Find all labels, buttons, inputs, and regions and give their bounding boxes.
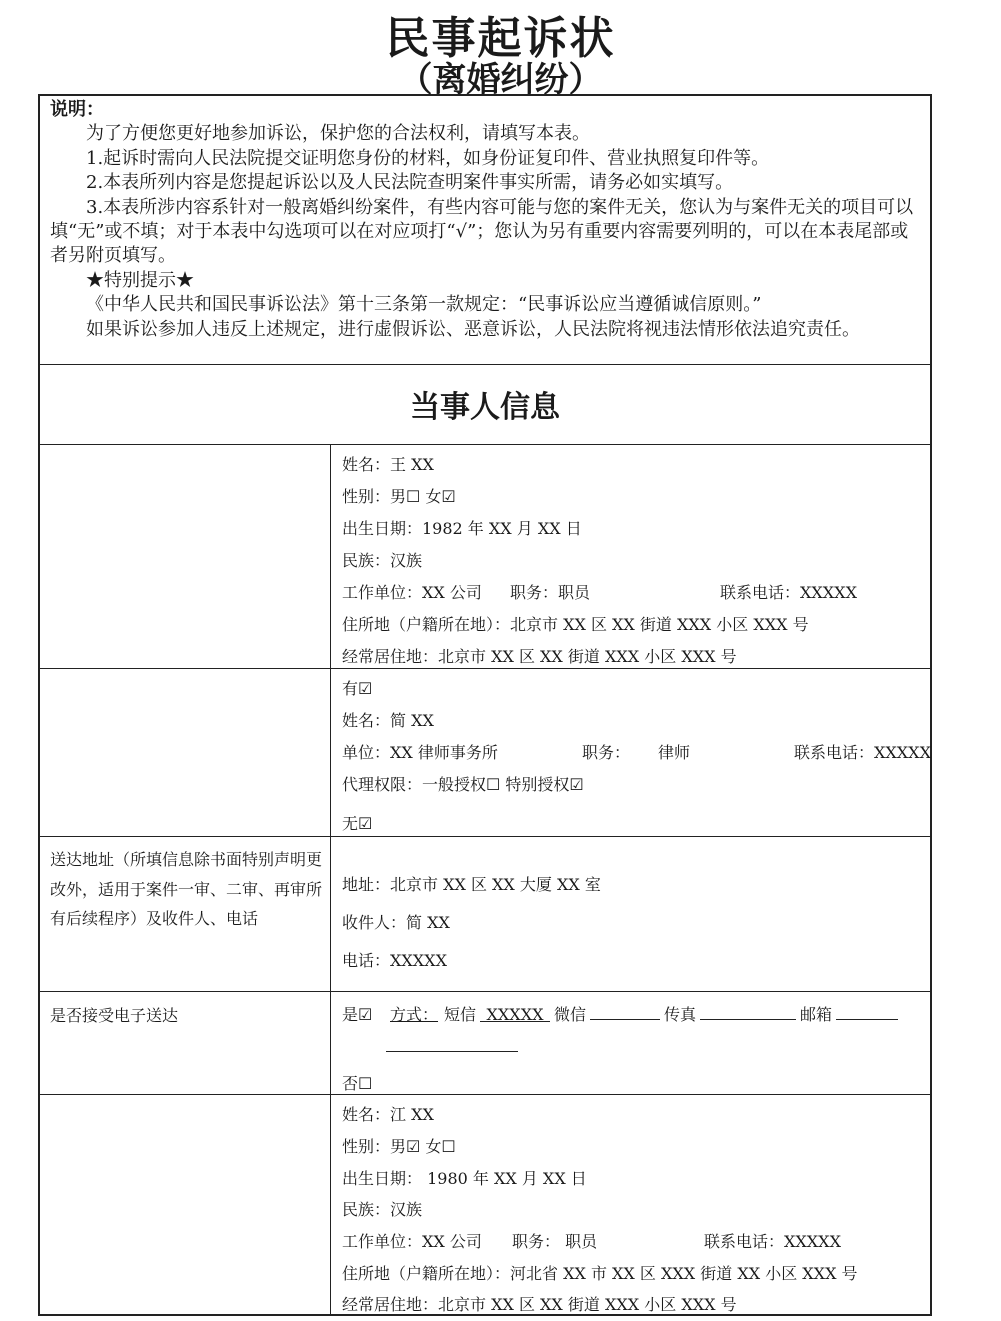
plaintiff-ethnicity: 民族：汉族: [342, 551, 423, 570]
defendant-employment: [342, 1229, 841, 1252]
agent-unit: 单位：XX 律师事务所: [342, 743, 498, 762]
column-divider: [330, 444, 331, 1316]
divider: [38, 991, 932, 992]
instruction-line: 3.本表所涉内容系针对一般离婚纠纷案件，有些内容可能与您的案件无关，您认为与案件无关的项目可以填“无”或不填；对于本表中勾选项可以在对应项打“√”；您认为另有重要内容需要列明的，可以在本表尾部或者另附页填写。: [50, 196, 914, 267]
fax-label: 传真: [664, 1005, 697, 1024]
agent-phone: 联系电话：XXXXX: [794, 743, 931, 762]
defendant-residence: 住所地（户籍所在地）：河北省 XX 市 XX 区 XXX 街道 XX 小区 XXX 号: [342, 1264, 858, 1283]
plaintiff-birth: 出生日期：1982 年 XX 月 XX 日: [342, 519, 582, 538]
divider: [38, 1094, 932, 1095]
plaintiff-residence: 住所地（户籍所在地）：北京市 XX 区 XX 街道 XXX 小区 XXX 号: [342, 615, 809, 634]
instruction-line: 如果诉讼参加人违反上述规定，进行虚假诉讼、恶意诉讼，人民法院将视违法情形依法追究责任。: [86, 318, 860, 340]
instructions: [50, 98, 926, 342]
wechat-field[interactable]: [590, 1003, 660, 1020]
document-title: 民事起诉状: [385, 13, 616, 64]
fax-field[interactable]: [700, 1003, 796, 1020]
electronic-service-options: [342, 1002, 898, 1025]
agent-name: 姓名：简 XX: [342, 711, 434, 730]
plaintiff-gender[interactable]: 性别：男☐ 女☑: [342, 487, 456, 506]
instruction-line: 2.本表所列内容是您提起诉讼以及人民法院查明案件事实所需，请务必如实填写。: [86, 172, 734, 194]
divider: [38, 836, 932, 837]
document-subtitle: （离婚纠纷）: [398, 60, 603, 100]
plaintiff-job: 职务：职员: [510, 583, 591, 602]
service-address-label: 送达地址（所填信息除书面特别声明更改外，适用于案件一审、二审、再审所有后续程序）及收件人、电话: [50, 850, 323, 928]
email-label: 邮箱: [800, 1005, 833, 1024]
instruction-line: 为了方便您更好地参加诉讼，保护您的合法权利，请填写本表。: [86, 123, 590, 145]
agent-details: [342, 740, 931, 763]
agent-none[interactable]: 无☑: [342, 814, 373, 833]
defendant-phone: 联系电话：XXXXX: [704, 1232, 841, 1251]
electronic-service-label: 是否接受电子送达: [50, 1006, 179, 1025]
plaintiff-name: 姓名：王 XX: [342, 455, 434, 474]
defendant-birth: 出生日期： 1980 年 XX 月 XX 日: [342, 1169, 587, 1188]
defendant-work: 工作单位：XX 公司: [342, 1232, 482, 1251]
service-phone: 电话：XXXXX: [342, 951, 447, 970]
section-title: 当事人信息: [410, 390, 560, 425]
instruction-line: 1.起诉时需向人民法院提交证明您身份的材料，如身份证复印件、营业执照复印件等。: [86, 147, 770, 169]
special-notice-heading: ★特别提示★: [86, 269, 194, 291]
wechat-label: 微信: [554, 1005, 587, 1024]
instruction-line: 《中华人民共和国民事诉讼法》第十三条第一款规定：“民事诉讼应当遵循诚信原则。”: [86, 294, 762, 316]
plaintiff-work: 工作单位：XX 公司: [342, 583, 482, 602]
electronic-service-yes[interactable]: 是☑: [342, 1005, 373, 1024]
divider: [38, 364, 932, 365]
divider: [38, 444, 932, 445]
defendant-gender[interactable]: 性别：男☑ 女☐: [342, 1137, 456, 1156]
divider: [38, 668, 932, 669]
agent-has[interactable]: 有☑: [342, 679, 373, 698]
service-recipient: 收件人：简 XX: [342, 913, 450, 932]
agent-authority[interactable]: 代理权限：一般授权☐ 特别授权☑: [342, 775, 584, 794]
instructions-heading: 说明：: [50, 99, 104, 120]
sms-label: 短信: [444, 1005, 477, 1024]
plaintiff-phone: 联系电话：XXXXX: [720, 583, 857, 602]
service-address: 地址：北京市 XX 区 XX 大厦 XX 室: [342, 875, 601, 894]
defendant-name: 姓名：江 XX: [342, 1105, 434, 1124]
defendant-job: 职务： 职员: [512, 1232, 598, 1251]
sms-value[interactable]: XXXXX: [480, 1005, 550, 1022]
email-field[interactable]: [836, 1003, 898, 1020]
agent-job-value: 律师: [658, 743, 691, 762]
email-field-continuation[interactable]: [386, 1051, 518, 1052]
plaintiff-habitual-residence: 经常居住地：北京市 XX 区 XX 街道 XXX 小区 XXX 号: [342, 647, 737, 666]
agent-job-label: 职务：: [582, 743, 631, 762]
electronic-service-method: 方式：: [390, 1005, 439, 1024]
defendant-ethnicity: 民族：汉族: [342, 1200, 423, 1219]
plaintiff-employment: [342, 580, 857, 603]
defendant-habitual-residence: 经常居住地：北京市 XX 区 XX 街道 XXX 小区 XXX 号: [342, 1295, 737, 1314]
electronic-service-no[interactable]: 否☐: [342, 1074, 373, 1093]
